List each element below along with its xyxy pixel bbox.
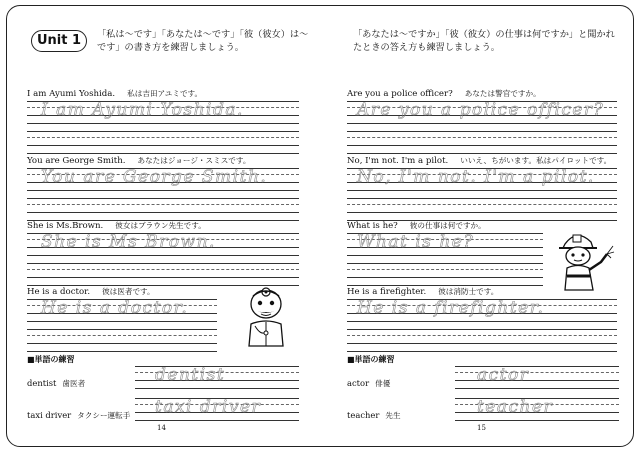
exercise-sentence: What is he? (347, 221, 398, 231)
vocab-ja: 俳優 (375, 379, 391, 388)
vocab-trace: dentist (155, 365, 226, 385)
instruction-left: 「私は～です」「あなたは～です」「彼（彼女）は～です」の書き方を練習しましょう。 (97, 29, 309, 53)
page-number-right: 15 (477, 424, 486, 432)
exercise-sentence: No, I'm not. I'm a pilot. (347, 156, 449, 166)
vocab-ja: 先生 (385, 411, 401, 420)
exercise-sentence: She is Ms.Brown. (27, 221, 104, 231)
vocab-trace: actor (477, 365, 530, 385)
exercise-translation: あなたは警官ですか。 (464, 89, 541, 98)
vocab-trace: taxi driver (155, 397, 262, 417)
vocab-en: dentist (27, 378, 57, 388)
instruction-right: 「あなたは～ですか」「彼（彼女）の仕事は何ですか」と聞かれたときの答え方も練習しましょう。 (353, 29, 615, 53)
doctor-illustration (241, 286, 291, 352)
vocab-en: teacher (347, 410, 380, 420)
trace-text: What is he? (357, 232, 474, 252)
exercise-translation: 彼女はブラウン先生です。 (115, 221, 206, 230)
exercise-translation: 彼の仕事は何ですか。 (409, 221, 486, 230)
trace-text: I am Ayumi Yoshida. (41, 100, 244, 120)
trace-text: She is Ms Brown. (41, 232, 216, 252)
exercise-sentence: Are you a police officer? (347, 89, 453, 99)
exercise-translation: 彼は消防士です。 (438, 287, 499, 296)
exercise-sentence: He is a doctor. (27, 287, 91, 297)
exercise-translation: 彼は医者です。 (102, 287, 155, 296)
exercise-sentence: He is a firefighter. (347, 287, 427, 297)
exercise-translation: あなたはジョージ・スミスです。 (137, 156, 251, 165)
vocab-ja: タクシー運転手 (77, 411, 131, 420)
vocab-word (347, 410, 401, 421)
trace-text: He is a firefighter. (357, 298, 545, 318)
exercise-translation: 私は吉田アユミです。 (127, 89, 203, 98)
vocab-trace: teacher (477, 397, 554, 417)
page-number-left: 14 (157, 424, 166, 432)
vocab-word (27, 378, 85, 389)
trace-text: You are George Smith. (41, 167, 268, 187)
trace-text: He is a doctor. (41, 298, 189, 318)
vocab-word (347, 378, 390, 389)
vocab-title-right: ■単語の練習 (347, 355, 395, 364)
exercise-translation: いいえ、ちがいます。私はパイロットです。 (460, 156, 612, 165)
trace-text: No, I'm not. I'm a pilot. (357, 167, 595, 187)
vocab-en: actor (347, 378, 370, 388)
exercise-sentence: I am Ayumi Yoshida. (27, 89, 116, 99)
firefighter-illustration (555, 228, 615, 298)
vocab-title-left: ■単語の練習 (27, 355, 75, 364)
exercise-sentence: You are George Smith. (27, 156, 126, 166)
vocab-ja: 歯医者 (62, 379, 86, 388)
vocab-en: taxi driver (27, 410, 72, 420)
vocab-word (27, 410, 130, 421)
unit-badge: Unit 1 (31, 30, 87, 52)
trace-text: Are you a police officer? (357, 100, 605, 120)
workbook-spread (6, 5, 634, 447)
